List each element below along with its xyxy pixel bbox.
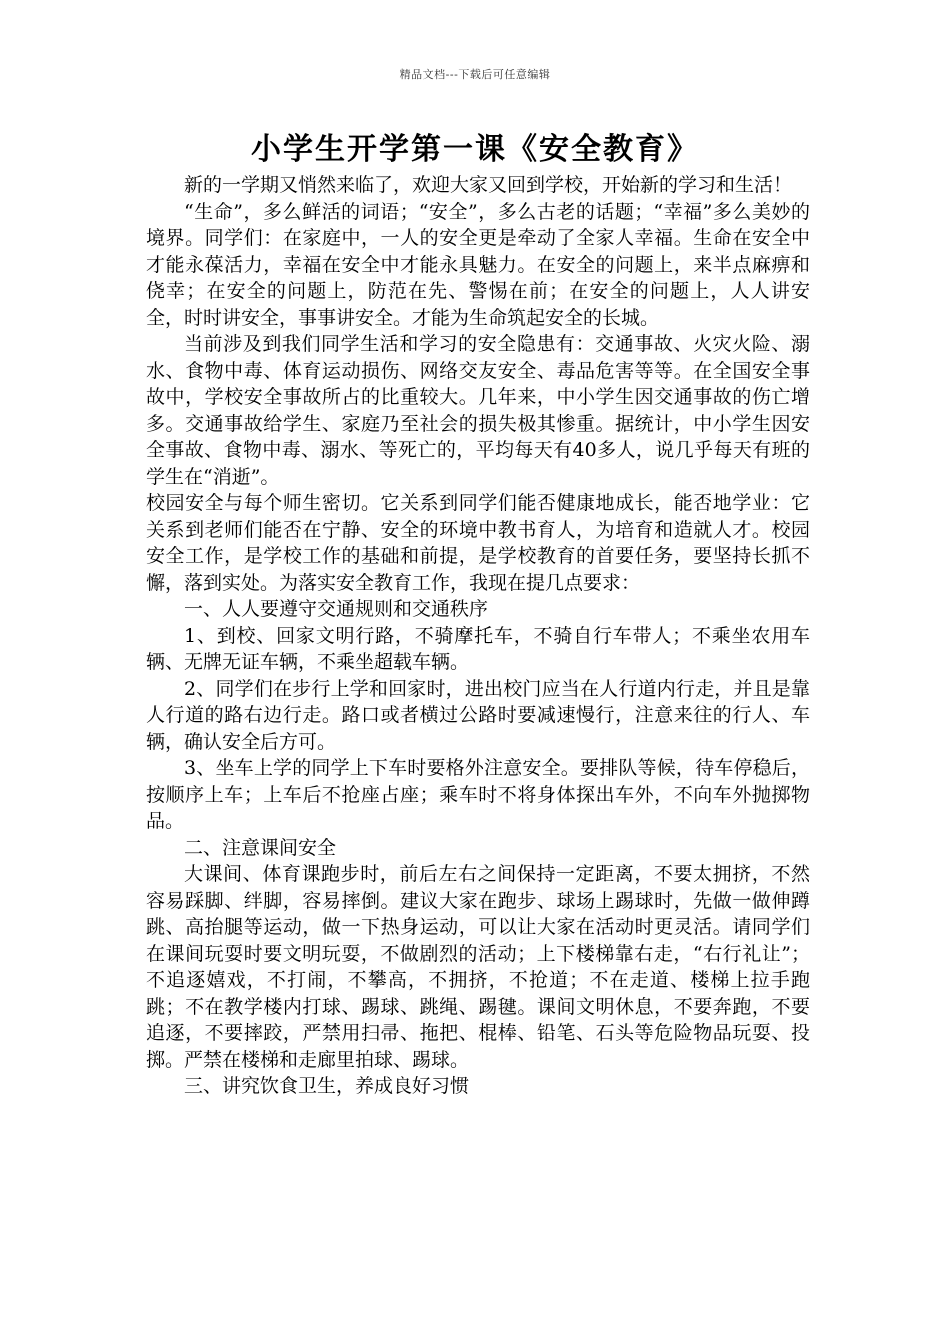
page-header: 精品文档---下载后可任意编辑 <box>399 68 551 81</box>
list-item-traffic-3: 3、坐车上学的同学上下车时要格外注意安全。要排队等候，待车停稳后，按顺序上车；上车后不抢座占座；乘车时不将身体探出车外，不向车外抛掷物品。 <box>146 757 810 832</box>
document-body <box>146 172 810 1100</box>
paragraph-life-safety: “生命”，多么鲜活的词语；“安全”，多么古老的话题；“幸福”多么美妙的境界。同学们：在家庭中，一人的安全更是牵动了全家人幸福。生命在安全中才能永葆活力，幸福在安全中才能永具魅力。在安全的问题上，来半点麻痹和侥幸；在安全的问题上，防范在先、警惕在前；在安全的问题上，人人讲安全，时时讲安全，事事讲安全。才能为生命筑起安全的长城。 <box>146 200 810 329</box>
section-heading-traffic: 一、人人要遵守交通规则和交通秩序 <box>184 598 489 620</box>
paragraph-intro: 新的一学期又悄然来临了，欢迎大家又回到学校，开始新的学习和生活！ <box>184 174 793 196</box>
paragraph-hazards: 当前涉及到我们同学生活和学习的安全隐患有：交通事故、火灾火险、溺水、食物中毒、体育运动损伤、网络交友安全、毒品危害等等。在全国安全事故中，学校安全事故所占的比重较大。几年来，中小学生因交通事故的伤亡增多。交通事故给学生、家庭乃至社会的损失极其惨重。据统计，中小学生因安全事故、食物中毒、溺水、等死亡的，平均每天有40多人，说几乎每天有班的学生在“消逝”。 <box>146 333 810 488</box>
paragraph-recess: 大课间、体育课跑步时，前后左右之间保持一定距离，不要太拥挤，不然容易踩脚、绊脚，容易摔倒。建议大家在跑步、球场上踢球时，先做一做伸蹲跳、高抬腿等运动，做一下热身运动，可以让大家在活动时更灵活。请同学们在课间玩耍时要文明玩耍，不做剧烈的活动；上下楼梯靠右走，“右行礼让”；不追逐嬉戏，不打闹，不攀高，不拥挤，不抢道；不在走道、楼梯上拉手跑跳；不在教学楼内打球、踢球、跳绳、踢毽。课间文明休息，不要奔跑，不要追逐，不要摔跤，严禁用扫帚、拖把、棍棒、铅笔、石头等危险物品玩耍、投掷。严禁在楼梯和走廊里拍球、踢球。 <box>146 863 810 1071</box>
section-heading-hygiene: 三、讲究饮食卫生，养成良好习惯 <box>184 1075 470 1097</box>
paragraph-campus-safety: 校园安全与每个师生密切。它关系到同学们能否健康地成长，能否地学业：它关系到老师们能否在宁静、安全的环境中教书育人，为培育和造就人才。校园安全工作，是学校工作的基础和前提，是学校教育的首要任务，要坚持长抓不懈，落到实处。为落实安全教育工作，我现在提几点要求： <box>146 492 810 594</box>
list-item-traffic-1: 1、到校、回家文明行路，不骑摩托车，不骑自行车带人；不乘坐农用车辆、无牌无证车辆，不乘坐超载车辆。 <box>146 624 810 673</box>
list-item-traffic-2: 2、同学们在步行上学和回家时，进出校门应当在人行道内行走，并且是靠人行道的路右边行走。路口或者横过公路时要减速慢行，注意来往的行人、车辆，确认安全后方可。 <box>146 677 810 753</box>
document-title: 小学生开学第一课《安全教育》 <box>251 132 699 167</box>
section-heading-recess: 二、注意课间安全 <box>184 836 337 859</box>
